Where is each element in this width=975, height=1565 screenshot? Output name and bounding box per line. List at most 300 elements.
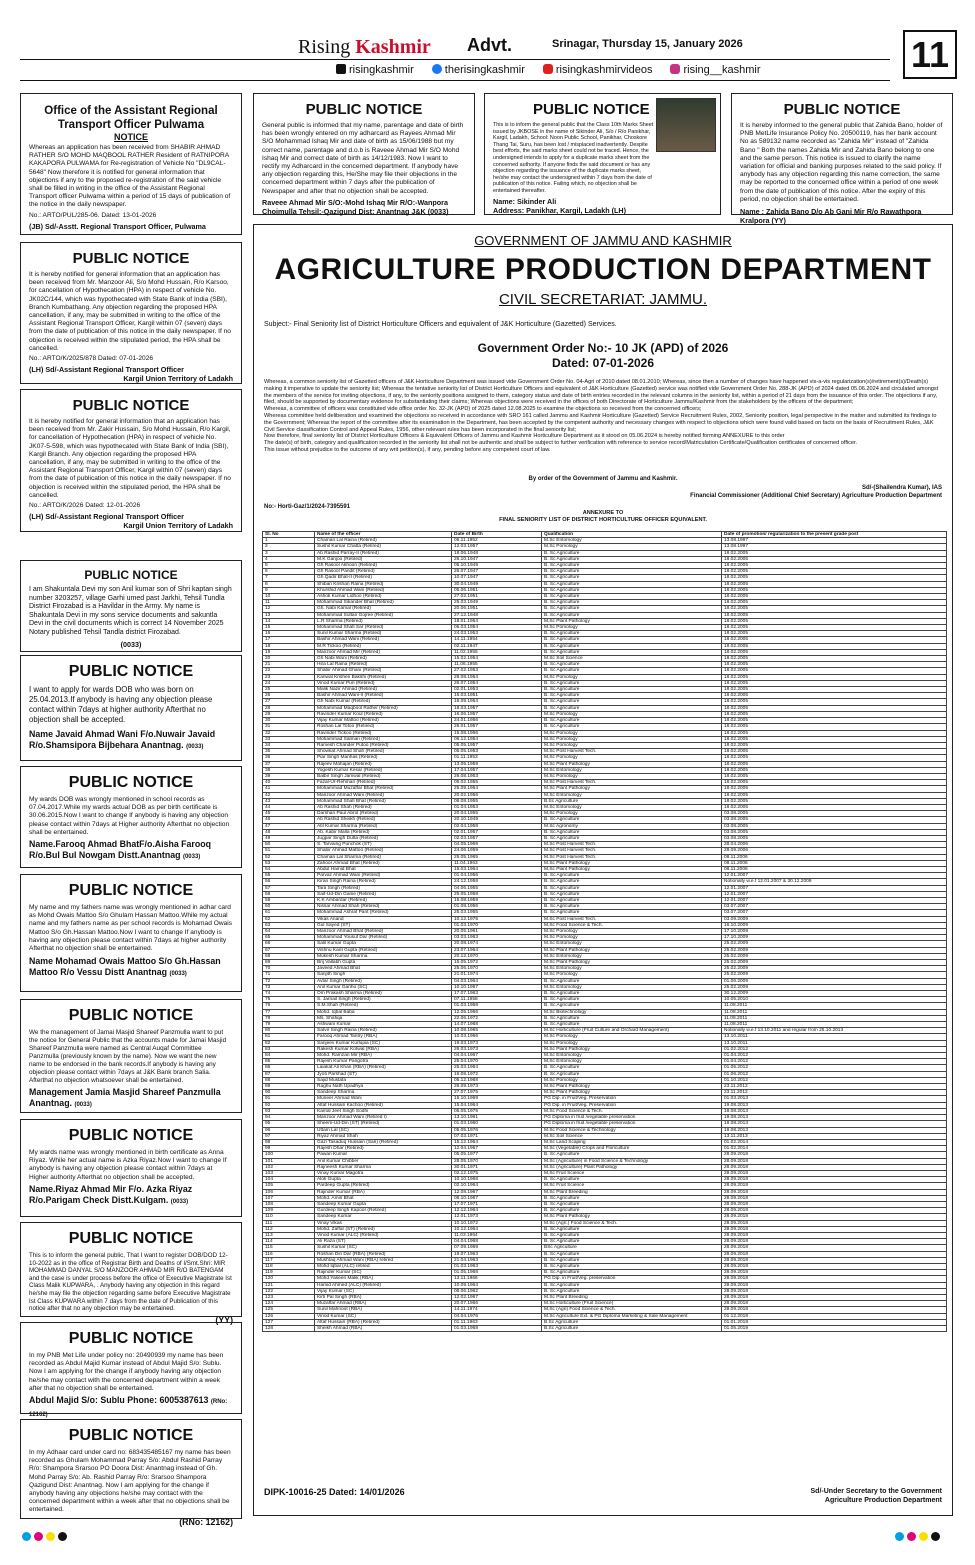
notice-signature: Abdul Majid S/o: Sublu Phone: 6005387613 [29,1395,209,1406]
table-cell: 26.01.1957 [452,724,542,730]
table-cell: 04.04.1968 [452,1239,542,1245]
table-cell: M.Sc Plant Pathology [542,947,722,953]
table-cell: 89 [263,1084,315,1090]
order-paragraph: Whereas, a committee of officers was constituted vide office order No. 32-JK (APD) of 2025 dated 12.08.2025 to examine the objections so received from the concerned officers; [264,406,702,413]
table-cell: 13.11.2013 [722,1133,947,1139]
table-cell: Ms. Shafiqa [315,1015,452,1021]
table-cell: B. Sc Agriculture [542,556,722,562]
social-x[interactable]: risingkashmir [336,64,414,76]
table-cell: Gazi Tasaduq Hussain (Sari) (Retired) [315,1139,452,1145]
table-cell: Bashir Ahmad Wani (Retired) [315,637,452,643]
table-cell: 21.04.1963 [452,1257,542,1263]
table-cell: M.Sc Plant Pathology [542,1090,722,1096]
table-cell: Ravinder Tickoo (Retired) [315,730,452,736]
table-cell: 24.06.1959 [452,848,542,854]
col-header: Qualification [542,532,722,538]
table-cell: Alok Gupta [315,1177,452,1183]
x-icon [336,64,346,74]
notice-rayees [253,93,475,215]
table-cell: Mohammad Shafi Bhat (Retired) [315,798,452,804]
table-cell: 17 [263,637,315,643]
table-cell: 15.03.1951 [452,693,542,699]
notice-signature-2: Kargil Union Territory of Ladakh [123,521,233,531]
table-cell: 08.11.2006 [722,866,947,872]
table-cell: 82 [263,1040,315,1046]
table-cell: Gh Nabi Wani (Retired) [315,656,452,662]
table-cell: 5 [263,563,315,569]
table-cell: 20.08.1974 [452,941,542,947]
table-cell: 25.02.2009 [722,984,947,990]
table-cell: 26.09.1973 [452,1084,542,1090]
under-secretary-block [811,1487,942,1505]
table-cell: 18.06.1948 [452,550,542,556]
table-cell: 94 [263,1115,315,1121]
table-cell: 01.04.1956 [452,873,542,879]
table-cell: 33 [263,736,315,742]
table-cell: 07.09.1969 [452,1245,542,1251]
table-cell: Sunil Mahnoot (RBA) [315,1307,452,1313]
table-cell: M.Sc (Agri) Food Science & Tech. [542,1307,722,1313]
reg-dot [919,1532,928,1541]
table-cell: M.Sc Land Scaping [542,1139,722,1145]
table-cell: 15.08.1956 [452,730,542,736]
table-cell: 70 [263,966,315,972]
table-cell: Brij Vallabh Gupta [315,960,452,966]
table-cell: B. Sc Agriculture [542,978,722,984]
table-cell: 27.02.1951 [452,594,542,600]
table-cell: B. Sc Agriculture [542,910,722,916]
table-cell: B. Sc Agriculture [542,835,722,841]
table-cell: 18.02.2005 [722,625,947,631]
table-cell: 04.06.1955 [452,885,542,891]
divider [20,80,890,81]
table-cell: 18.02.2005 [722,618,947,624]
notice-body: It is hereby notified for general information that an application has been received from Mr. Zakir Hussain, S/o Mohd Hussain, R/o Kargil, for cancellation of Hypothecation (HPA) in respect of vehicle No. JK07-5-598, which was hypothecated with State Bank of India (SBI), Kargil Branch. Any objection regarding the proposed HPA cancellation, if any, may be submitted in writing to the office of the Assistant Regional Transport Officer, Kargil within 07 (seven) days from the date of publication of this notice in the daily newspaper. If no objection is received within the stipulated period, the HPA shall be cancelled. [29,418,231,499]
table-cell: 19.07.1963 [452,1251,542,1257]
table-cell: 04.04.1967 [452,1053,542,1059]
table-cell: 02.01.1953 [452,687,542,693]
table-cell: M.Sc Agriculture Ext. & PG Diploma Marketing & Sale Management [542,1313,722,1319]
table-cell: Mohammad Shafi Sar (Retired) [315,625,452,631]
table-cell: Sanjeev Kumar Kurlupia (SC) [315,1040,452,1046]
order-paragraphs [264,379,944,454]
reg-dot [931,1532,940,1541]
table-cell: M.Sc Pomology [542,811,722,817]
notice-body: We the management of Jamai Masjid Shareef Panzmulla want to put the notice for General Public that the accounts made for Jamai Masjid Shareef Panzmulla were named as Central Auqaf Committee Panzmulla (previously known by the name). Now we want the new name to be endorsed in the bank records.If anybody is having any objection please contact within 7days at J&K Bank branch Salia. Afterthat no objection whatsoever shall be entertained. [29,1029,227,1084]
table-cell: M.Sc Pomology [542,544,722,550]
table-cell: B. Sc Agriculture [542,873,722,879]
table-cell: 18.02.2005 [722,711,947,717]
table-cell: M.Sc Pomology [542,711,722,717]
table-cell: B. Sc Agriculture [542,1226,722,1232]
table-cell: 76 [263,1003,315,1009]
table-cell: 28.09.2018 [722,1220,947,1226]
table-cell: Sandeep Sharma [315,1090,452,1096]
table-cell: Vinod Kumar Puri (Retired) [315,680,452,686]
table-cell: 73 [263,984,315,990]
table-cell: 34 [263,742,315,748]
table-cell: 13.08.1997 [722,544,947,550]
notice-signature: Raveee Ahmad Mir S/O:-Mohd Ishaq Mir R/O:-Wanpora Choimulla Tehsil:-Qazigund Dist: Anantnag J&K (0033) [262,197,449,216]
table-cell: 26.07.1947 [452,569,542,575]
table-cell: M.Sc Entomology [542,953,722,959]
table-cell: 26.03.1973 [452,1046,542,1052]
table-cell: 18.02.2005 [722,699,947,705]
table-cell: 12.03.1957 [452,544,542,550]
table-cell: 01.04.2012 [722,1059,947,1065]
table-cell: 11.02.1955 [452,649,542,655]
table-cell: B. Sc Agriculture [542,885,722,891]
table-cell: Rajeev Mahajan (Retired) [315,761,452,767]
table-cell: 15.03.1964 [452,866,542,872]
by-order: By order of the Government of Jammu and Kashmir. [528,476,678,482]
table-cell: M.Sc Pomology [542,730,722,736]
social-youtube[interactable]: risingkashmirvideos [543,64,653,76]
table-cell: 25.04.1970 [452,1059,542,1065]
reg-dot [58,1532,67,1541]
table-cell: Gurdeep Singh Kapoor (Retired) [315,1208,452,1214]
table-cell: 25.03.1955 [452,910,542,916]
table-cell: 28 [263,705,315,711]
signatory-block [690,484,942,500]
table-cell: 20.04.1955 [452,811,542,817]
table-cell: M.Sc Plant Pathology [542,618,722,624]
table-cell: 19.08.2013 [722,1121,947,1127]
table-cell: 109 [263,1208,315,1214]
notice-jamia [20,999,242,1113]
signatory: Sd/-(Shailendra Kumar), IAS [861,485,942,491]
table-cell: 18.02.2005 [722,804,947,810]
table-cell: 18.02.2005 [722,705,947,711]
table-cell: Vijay Kumar Mattoo (Retired) [315,718,452,724]
table-cell: 31 [263,724,315,730]
table-cell: 15.05.1972 [452,960,542,966]
notice-code: (0033) [186,744,204,750]
table-cell: 16.06.1957 [452,711,542,717]
table-cell: Vinod Kumar (SC) [315,1313,452,1319]
order-paragraph: The date(s) of birth, category and qualification recorded in the seniority list shall not be authentic and shall be subject to further verification with reference to service record/Matriculation Certificate/Qualification certificates of concerned officer. [264,440,858,447]
table-cell: Vinay Kumar Magotra [315,1170,452,1176]
reg-dot [46,1532,55,1541]
notice-signature: (JB) Sd/-Asstt. Regional Transport Officer, Pulwama [29,221,206,231]
table-cell: 01.06.2012 [722,1071,947,1077]
table-cell: 18.03.1957 [452,705,542,711]
table-cell: Rakesh Kumar Kotwal (RBA) [315,1046,452,1052]
table-cell: B. Sc Agriculture [542,687,722,693]
table-cell: 28.08.1954 [452,674,542,680]
table-cell: 28.09.2018 [722,1301,947,1307]
table-cell: 35 [263,749,315,755]
notice-title: Office of the Assistant Regional Transport Officer Pulwama [44,105,218,131]
table-cell: 97 [263,1133,315,1139]
table-cell: 01.03.1968 [452,1326,542,1332]
table-cell: B. Sc Agriculture [542,1022,722,1028]
table-cell: B. Sc Agriculture [542,705,722,711]
table-cell: M.Sc Pomology [542,755,722,761]
table-cell: 13.10.2011 [722,1040,947,1046]
table-cell: 10.12.1964 [452,1226,542,1232]
table-cell: 25 [263,687,315,693]
table-cell: 18.02.2005 [722,575,947,581]
print-registration-marks [895,1532,940,1542]
table-cell: 03.08.2005 [722,811,947,817]
table-cell: Manzoor Ahmad Bhat (Retired) [315,929,452,935]
table-cell: 01.12.2018 [722,1313,947,1319]
table-cell: B. Sc Agriculture [542,829,722,835]
table-cell: 18.02.2005 [722,749,947,755]
table-cell: 18 [263,643,315,649]
table-cell: 02.10.1964 [452,1183,542,1189]
social-facebook[interactable]: therisingkashmir [432,64,525,76]
table-cell: 55 [263,873,315,879]
table-cell: B. Sc Agriculture [542,631,722,637]
table-cell: Manzoor Ahmad Mir (Retired) [315,649,452,655]
table-cell: Mohd Yaseen Malik (RBA) [315,1276,452,1282]
notice-body: My wards DOB was wrongly mentioned in school records as 07.04.2017.While my wards actual DOB as per birth certificate is 30.06.2015.Now I want to change If anybody is having any objection please contact within 7days at Higher authority Afterthat no objection shall be entertained. [29,796,230,836]
table-cell: M.Sc Entomology [542,804,722,810]
table-cell: 28.09.2018 [722,1183,947,1189]
table-cell: 18.02.2005 [722,643,947,649]
table-cell: B. Sc Agriculture [542,662,722,668]
section-label: Advt. [467,35,512,55]
table-cell: 25.06.1970 [452,966,542,972]
table-cell: 24.01.1956 [452,718,542,724]
table-cell: B. Sc Agriculture [542,904,722,910]
table-cell: 14.07.1968 [452,1022,542,1028]
table-cell: 91 [263,1096,315,1102]
table-cell: 65 [263,935,315,941]
table-cell: 52 [263,854,315,860]
table-cell: 16 [263,631,315,637]
table-cell: 12.01.2007 [722,891,947,897]
table-cell: M.Sc Soil Science [542,1133,722,1139]
table-cell: 10.08.1965 [452,1028,542,1034]
table-cell: 12.01.2007 [722,897,947,903]
table-cell: 4 [263,556,315,562]
table-cell: 111 [263,1220,315,1226]
table-cell: B. Sc Agriculture [542,891,722,897]
table-cell: M.Sc Post Harvest Tech. [542,842,722,848]
table-cell: Shiban Krishan Raina (Retired) [315,581,452,587]
table-cell: 17.10.2009 [722,929,947,935]
table-cell: Notionally w.e.f 12.01.2007 & 30.12.2009 [722,879,947,885]
table-cell: 79 [263,1022,315,1028]
table-cell: 14.11.1954 [452,637,542,643]
table-cell: B. Sc Agriculture [542,724,722,730]
table-cell: M.Sc Pomology [542,935,722,941]
table-cell: 02.11.1947 [452,643,542,649]
table-cell: 23.07.1964 [452,947,542,953]
table-cell: 20.10.1949 [452,817,542,823]
table-cell: 28.09.2018 [722,1189,947,1195]
table-cell: B. Sc Agriculture [542,680,722,686]
table-cell: Showkat Ahmad Shah (Retired) [315,749,452,755]
annexure-line-1: ANNEXURE TO [582,510,624,516]
table-cell: 53 [263,860,315,866]
notice-zahida [731,93,953,226]
table-cell: Chaman Lal Sharma (Retired) [315,854,452,860]
table-cell: 50 [263,842,315,848]
table-cell: 01.05.1968 [452,1270,542,1276]
table-cell: 103 [263,1170,315,1176]
table-cell: 28.09.2018 [722,1232,947,1238]
table-cell: M.Sc Horticulture (Fruit Science) [542,1301,722,1307]
notice-number: No.: ARTO/PUL/285-06. Dated: 13-01-2026 [29,211,157,219]
table-cell: Mukesh Kumar Sharma [315,953,452,959]
table-cell: 45 [263,811,315,817]
table-cell: 42 [263,792,315,798]
table-cell: 03.08.2005 [722,829,947,835]
table-cell: M.Sc Entomology [542,1059,722,1065]
table-cell: Sanjith Singh [315,972,452,978]
table-cell: B. Sc Agriculture [542,637,722,643]
table-cell: B. Sc Agriculture [542,991,722,997]
table-cell: 15.12.1964 [452,1139,542,1145]
table-cell: Raghu Nath Upadhya [315,1084,452,1090]
notice-number: No.: ARTO/K/2025/878 Dated: 07-01-2026 [29,355,154,363]
notice-code: (0033) [120,639,142,649]
notice-javaid [20,655,242,761]
notice-hpa-1 [20,242,242,384]
table-cell: 9 [263,587,315,593]
table-cell: M.Sc Entomology [542,941,722,947]
notice-code: (0033) [182,854,201,861]
notice-body: I want to apply for wards DOB who was born on 25.04.2013.If anybody is having any objection please contact within 7days at higher authority Afterthat no objection shall be accepted. [29,685,213,724]
table-cell: 27.02.1953 [452,668,542,674]
table-cell: 10.05.2010 [722,997,947,1003]
table-cell: Rajesh Dhar (Retired) [315,1146,452,1152]
table-cell: 67 [263,947,315,953]
table-cell: 30.12.2009 [722,991,947,997]
seniority-table [262,531,947,1332]
table-cell: 12.08.1967 [452,1189,542,1195]
table-cell: 51 [263,848,315,854]
table-cell: M.Sc Post Harvest Tech. [542,854,722,860]
table-cell: Malik Nazir Ahmad (Retired) [315,687,452,693]
table-cell: Om Prakash Sharma (Retired) [315,991,452,997]
table-cell: M.Sc Post Harvest Tech. [542,780,722,786]
table-cell: B. Sc Agriculture [542,594,722,600]
table-cell: Shabir Ahmad Mattoo (Retired) [315,848,452,854]
table-cell: 04.05.1969 [452,842,542,848]
table-cell: M.Sc Entomology [542,1053,722,1059]
table-cell: Abdul Hamid Bhat [315,866,452,872]
table-cell: 20.06.1951 [452,606,542,612]
table-cell: 56 [263,879,315,885]
table-cell: B. Sc Agriculture [542,1263,722,1269]
table-cell: 18.02.2005 [722,724,947,730]
table-cell: Manzoor Ahmad Wani (Retired) [315,792,452,798]
table-cell: M.Sc Pomology [542,972,722,978]
masthead [0,0,975,86]
table-cell: Vijay Kumar (SC) [315,1288,452,1294]
notice-rto-pulwama [20,93,242,235]
table-cell: M.Sc (Agriculture) Plant Pathology [542,1164,722,1170]
notice-body: I am Shakuntala Devi my son Anil kumar son of Shri kaptan singh number 3203257, village Garhi umed past Jarkhi, Tehsil Tundla District Firozabad is a Havildar in the Army. My name is Shakuntala Devi in my sons service documents and sakuntla Devi in the civil documents which is correct 14 November 2025 Notary published Tehsil Tandla district Firozabad. [29,586,232,636]
table-cell: M.Sc Agronomy [542,823,722,829]
table-cell: M.Sc Pomology [542,674,722,680]
table-cell: B. Sc Agriculture [542,1239,722,1245]
table-cell: 21.01.1974 [452,972,542,978]
order-paragraph: This issue without prejudice to the outcome of any writ petition(s), if any, pending before any competent court of law. [264,446,551,453]
table-cell: 47 [263,823,315,829]
dateline: Srinagar, Thursday 15, January 2026 [552,38,743,50]
table-cell: 10 [263,594,315,600]
table-cell: 12.02.1967 [452,1294,542,1300]
notice-body: My name and my fathers name was wrongly mentioned in adhar card as Mohd Owais Mattoo S/o Ghulam Hassan Mattoo.While my actual name and my fathers name as per school records is Mohamad Owais Mattoo S/o Gh.Hassan Mattoo.Now I want to change If anybody is having any objection please contact within 7days at higher authority Afterthat no objection shall be entertained. [29,904,233,953]
table-cell: 3 [263,550,315,556]
applicant-photo [656,98,716,152]
table-cell: 08.10.1967 [452,1195,542,1201]
table-cell: 100 [263,1152,315,1158]
table-cell: Avtar Singh (Retired) [315,978,452,984]
table-cell: Mohd. Iqbal Baba [315,1009,452,1015]
table-cell: 46 [263,817,315,823]
table-cell: 30.01.1971 [452,1164,542,1170]
table-cell: M.Sc (Agri.) Food Science & Tech. [542,1220,722,1226]
table-cell: B.Sc Agriculture [542,1326,722,1332]
table-cell: Mohd Iqbal (ALC) retired [315,1263,452,1269]
table-cell: Gul Sayed (ST) [315,922,452,928]
table-cell: 03.08.2005 [722,817,947,823]
reg-dot [34,1532,43,1541]
social-links [336,64,761,76]
table-cell: 28.09.2018 [722,1226,947,1232]
notice-signature: (LH) Sd/-Assistant Regional Transport Officer [29,512,184,522]
table-cell: 28.09.2018 [722,1208,947,1214]
social-instagram[interactable]: rising__kashmir [670,64,760,76]
table-cell: 72 [263,978,315,984]
table-cell: Roshan Lal Totoo (Retired) [315,724,452,730]
notice-signature: Name Javaid Ahmad Wani F/o.Nuwair Javaid R/o.Shamsipora Bijbehara Anantnag. [29,729,216,750]
table-cell: 8 [263,581,315,587]
table-cell: 28.09.2018 [722,1276,947,1282]
table-cell: 18.02.2005 [722,550,947,556]
table-cell: 18.02.2005 [722,594,947,600]
notice-title: PUBLIC NOTICE [68,1330,194,1347]
table-cell: 13.10.1961 [452,1115,542,1121]
table-cell: 01.03.1958 [452,1003,542,1009]
notice-danyal [20,1222,242,1325]
table-cell: 95 [263,1121,315,1127]
notice-signature-2: Kargil Union Territory of Ladakh [123,374,233,384]
table-cell: M.Sc Plant Breeding [542,1189,722,1195]
order-number-block [254,341,952,371]
table-cell: 117 [263,1257,315,1263]
table-cell: 01.11.1953 [452,755,542,761]
table-cell: 28.09.2018 [722,1170,947,1176]
table-cell: S. Tarvaing Punchok (ST) [315,842,452,848]
table-cell: 30.04.1949 [452,581,542,587]
table-cell: Sheikh Ahmad (RBA) [315,1326,452,1332]
table-cell: Darshan Paul Abrol (Retired) [315,811,452,817]
table-cell: 59 [263,897,315,903]
table-cell: 127 [263,1319,315,1325]
table-cell: Vikas Anand [315,916,452,922]
table-cell: M.Sc Biotechnology [542,1009,722,1015]
annexure-title [254,510,952,524]
table-cell: Riyaz Ahmad Shah [315,1133,452,1139]
table-cell: B. Sc Agriculture [542,699,722,705]
table-cell: Mohd. Zaffar (ST) (Retired) [315,1226,452,1232]
table-cell: 18.02.2005 [722,569,947,575]
table-cell: Gh Qadir Bhat-II (Retired) [315,575,452,581]
table-cell: Sunil Kumar Sharma (Retired) [315,631,452,637]
table-cell: 01.04.1953 [452,804,542,810]
table-cell: Nissar Ahmad Shah (Retired) [315,904,452,910]
notice-signature: Name.Farooq Ahmad BhatF/o.Aisha Farooq R/o.Bul Bul Nowgam Distt.Anantnag [29,839,211,861]
table-cell: Shabir Ahmad Ghani (Retired) [315,668,452,674]
